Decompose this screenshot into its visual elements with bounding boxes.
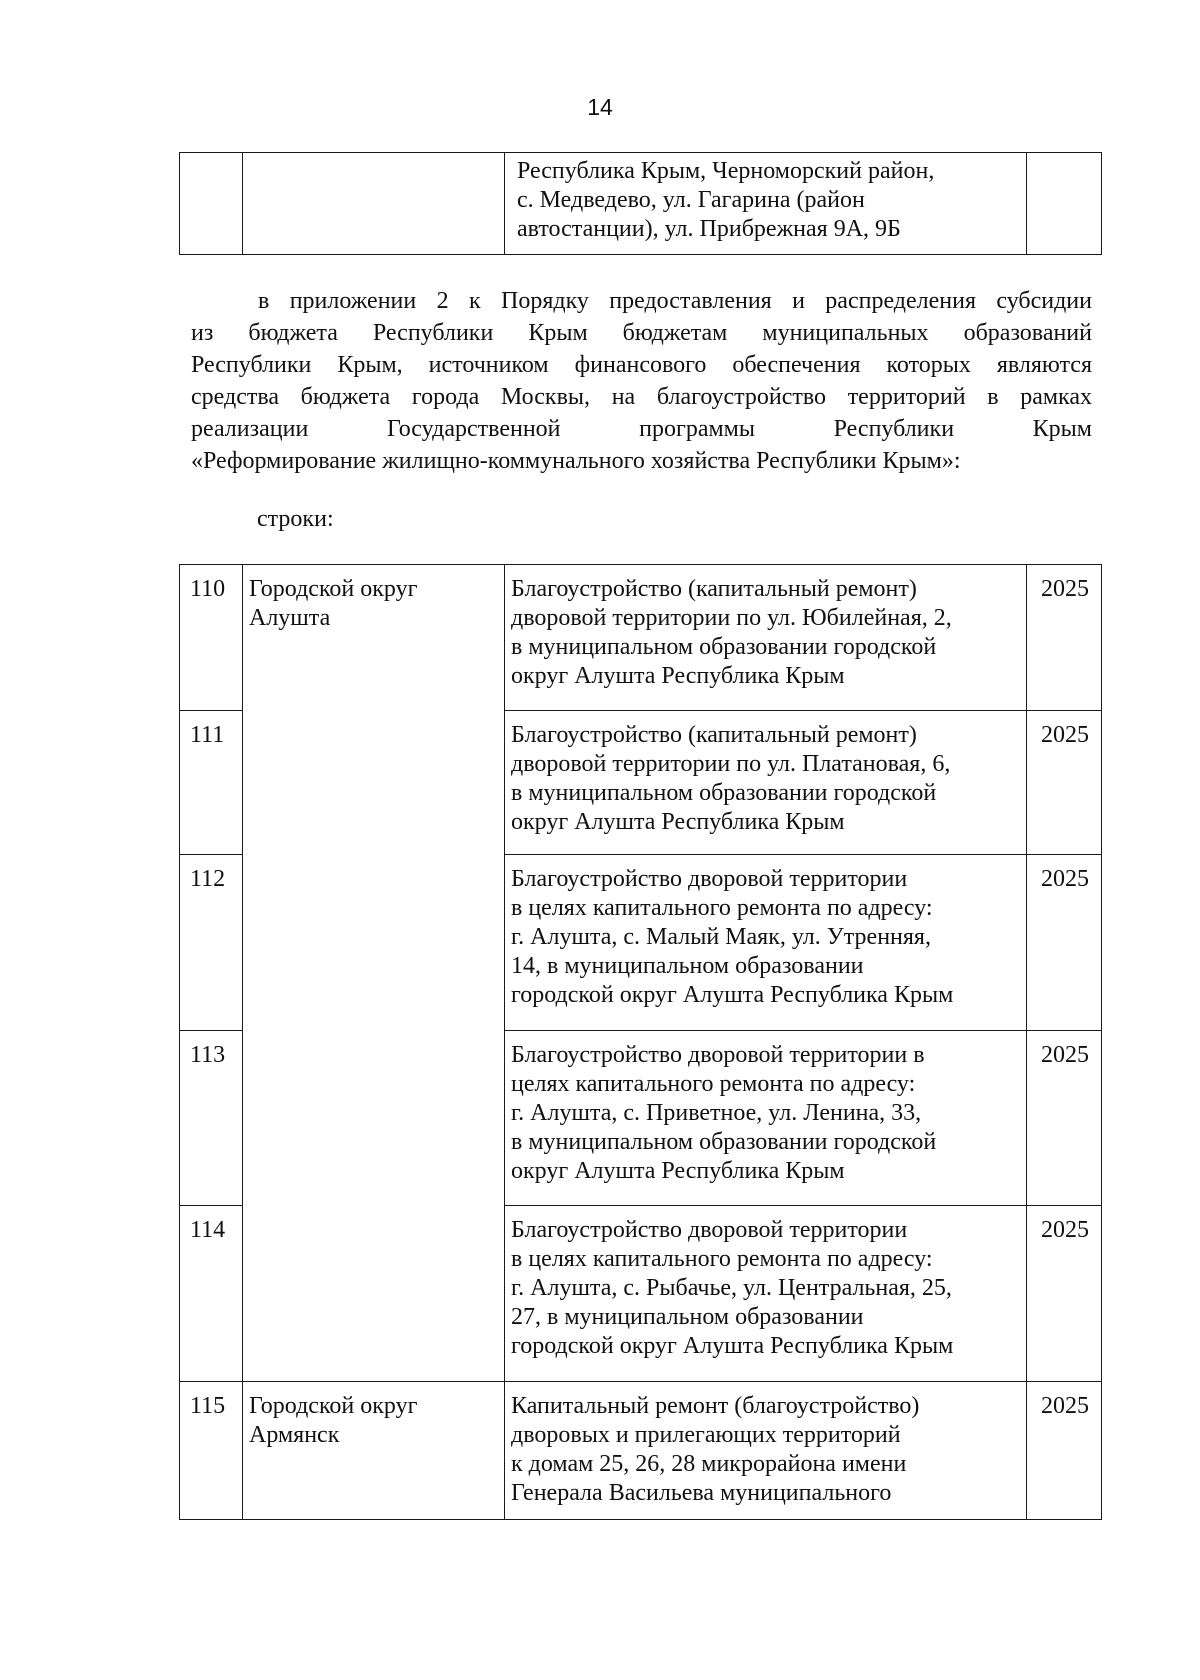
- year-cell: 2025: [1027, 855, 1102, 1031]
- description-cell: [505, 855, 1027, 1031]
- subsidy-table: [179, 564, 1102, 1520]
- row-number-cell: 113: [180, 1031, 243, 1206]
- description-line: Генерала Васильева муниципального: [511, 1480, 892, 1506]
- address-line: автостанции), ул. Прибрежная 9А, 9Б: [517, 216, 901, 242]
- municipality-cell: [243, 565, 505, 1382]
- description-line: в целях капитального ремонта по адресу:: [511, 895, 933, 921]
- row-number-cell: [180, 153, 243, 255]
- description-line: городской округ Алушта Республика Крым: [511, 982, 954, 1008]
- description-cell: [505, 1382, 1027, 1520]
- municipality-line: Городской округ: [249, 576, 418, 602]
- paragraph-line: в приложении 2 к Порядку предоставления и распределения субсидии: [258, 288, 1092, 314]
- municipality-line: Городской округ: [249, 1393, 418, 1419]
- description-line: в муниципальном образовании городской: [511, 1129, 937, 1155]
- description-line: Благоустройство (капитальный ремонт): [511, 576, 917, 602]
- municipality-line: Алушта: [249, 605, 331, 631]
- row-number-cell: 110: [180, 565, 243, 711]
- paragraph-line: из бюджета Республики Крым бюджетам муниципальных образований: [191, 320, 1092, 346]
- paragraph-line: реализации Государственной программы Республики Крым: [191, 416, 1092, 442]
- description-line: 27, в муниципальном образовании: [511, 1304, 864, 1330]
- municipality-cell: [243, 1382, 505, 1520]
- paragraph-line: «Реформирование жилищно-коммунального хозяйства Республики Крым»:: [191, 448, 961, 474]
- description-line: в целях капитального ремонта по адресу:: [511, 1246, 933, 1272]
- paragraph-line: средства бюджета города Москвы, на благоустройство территорий в рамках: [191, 384, 1092, 410]
- description-line: дворовой территории по ул. Платановая, 6,: [511, 751, 951, 777]
- year-cell: [1027, 153, 1102, 255]
- address-cell: [505, 153, 1027, 255]
- address-line: Республика Крым, Черноморский район,: [517, 158, 935, 184]
- description-line: дворовых и прилегающих территорий: [511, 1422, 901, 1448]
- description-cell: [505, 711, 1027, 855]
- description-line: Капитальный ремонт (благоустройство): [511, 1393, 920, 1419]
- description-line: 14, в муниципальном образовании: [511, 953, 864, 979]
- description-line: к домам 25, 26, 28 микрорайона имени: [511, 1451, 907, 1477]
- description-line: городской округ Алушта Республика Крым: [511, 1333, 954, 1359]
- year-cell: 2025: [1027, 1031, 1102, 1206]
- address-line: с. Медведево, ул. Гагарина (район: [517, 187, 865, 213]
- description-line: Благоустройство (капитальный ремонт): [511, 722, 917, 748]
- year-cell: 2025: [1027, 565, 1102, 711]
- year-cell: 2025: [1027, 1382, 1102, 1520]
- row-number-cell: 115: [180, 1382, 243, 1520]
- description-line: дворовой территории по ул. Юбилейная, 2,: [511, 605, 952, 631]
- description-line: в муниципальном образовании городской: [511, 634, 937, 660]
- table-row: [180, 153, 1102, 255]
- row-number-cell: 114: [180, 1206, 243, 1382]
- paragraph-line: Республики Крым, источником финансового обеспечения которых являются: [191, 352, 1092, 378]
- row-number-cell: 112: [180, 855, 243, 1031]
- description-cell: [505, 1031, 1027, 1206]
- rows-label: строки:: [257, 506, 334, 532]
- description-line: округ Алушта Республика Крым: [511, 1158, 845, 1184]
- page-number: 14: [587, 94, 613, 120]
- year-cell: 2025: [1027, 711, 1102, 855]
- row-number-cell: 111: [180, 711, 243, 855]
- description-line: округ Алушта Республика Крым: [511, 663, 845, 689]
- description-line: г. Алушта, с. Рыбачье, ул. Центральная, 25,: [511, 1275, 952, 1301]
- description-cell: [505, 1206, 1027, 1382]
- continued-table: [179, 152, 1102, 255]
- description-line: Благоустройство дворовой территории: [511, 866, 908, 892]
- table-row: [180, 565, 1102, 711]
- description-line: целях капитального ремонта по адресу:: [511, 1071, 916, 1097]
- description-line: Благоустройство дворовой территории в: [511, 1042, 925, 1068]
- municipality-cell: [243, 153, 505, 255]
- description-cell: [505, 565, 1027, 711]
- table-row: [180, 1382, 1102, 1520]
- year-cell: 2025: [1027, 1206, 1102, 1382]
- amendment-paragraph: [191, 285, 1092, 477]
- description-line: округ Алушта Республика Крым: [511, 809, 845, 835]
- description-line: Благоустройство дворовой территории: [511, 1217, 908, 1243]
- municipality-line: Армянск: [249, 1422, 340, 1448]
- description-line: г. Алушта, с. Приветное, ул. Ленина, 33,: [511, 1100, 922, 1126]
- description-line: в муниципальном образовании городской: [511, 780, 937, 806]
- description-line: г. Алушта, с. Малый Маяк, ул. Утренняя,: [511, 924, 931, 950]
